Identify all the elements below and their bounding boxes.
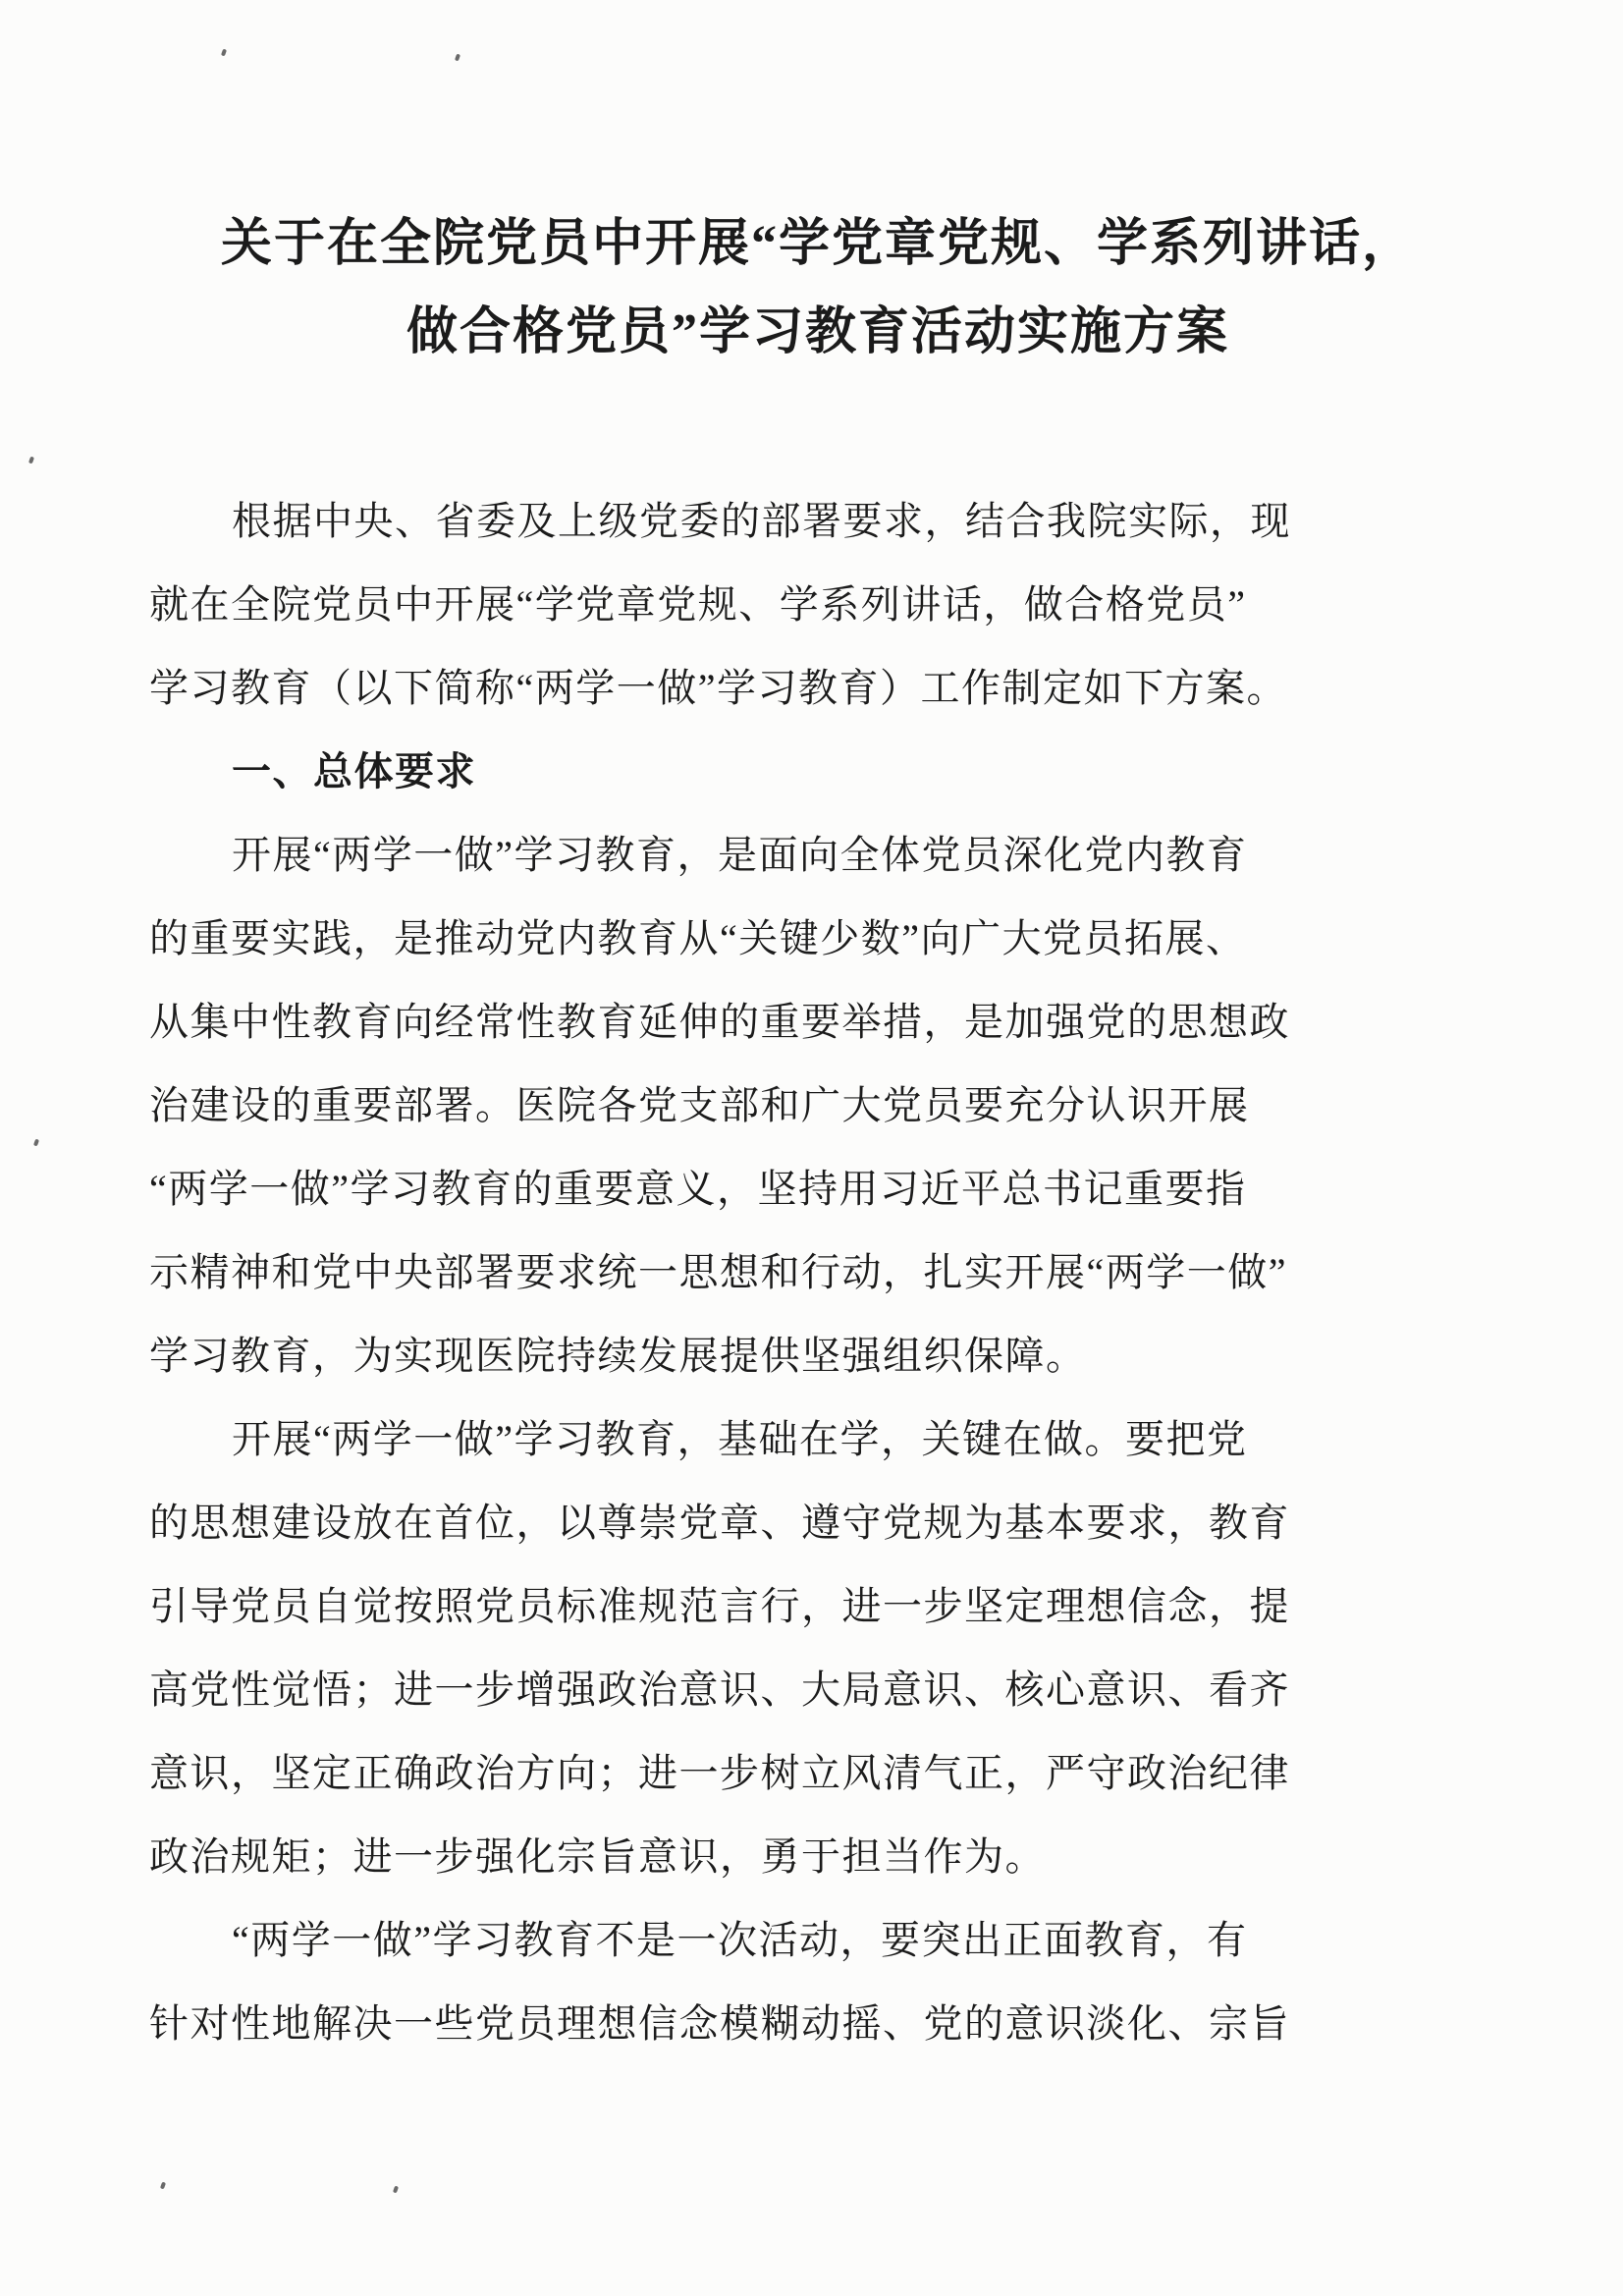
document-title (149, 200, 1487, 377)
paragraph-block (149, 813, 1487, 1397)
text-line: 针对性地解决一些党员理想信念模糊动摇、党的意识淡化、宗旨 (149, 2001, 1290, 2046)
text-line: 的思想建设放在首位，以尊崇党章、遵守党规为基本要求，教育 (149, 1501, 1290, 1545)
text-line: 就在全院党员中开展“学党章党规、学系列讲话，做合格党员” (149, 582, 1247, 627)
text-line: 政治规矩；进一步强化宗旨意识，勇于担当作为。 (149, 1834, 1046, 1879)
text-line: 开展“两学一做”学习教育，基础在学，关键在做。要把党 (232, 1417, 1248, 1461)
text-line: 学习教育，为实现医院持续发展提供坚强组织保障。 (149, 1334, 1087, 1378)
text-line: “两学一做”学习教育不是一次活动，要突出正面教育，有 (232, 1918, 1248, 1962)
text-line: 的重要实践，是推动党内教育从“关键少数”向广大党员拓展、 (149, 916, 1247, 960)
text-line: “两学一做”学习教育的重要意义，坚持用习近平总书记重要指 (149, 1167, 1247, 1211)
text-line: 根据中央、省委及上级党委的部署要求，结合我院实际，现 (232, 499, 1291, 543)
scan-speck (28, 457, 34, 465)
text-line: 高党性觉悟；进一步增强政治意识、大局意识、核心意识、看齐 (149, 1667, 1290, 1712)
text-line: 引导党员自觉按照党员标准规范言行，进一步坚定理想信念，提 (149, 1584, 1290, 1628)
text-line: 开展“两学一做”学习教育，是面向全体党员深化党内教育 (232, 833, 1248, 877)
document-title-line: 做合格党员”学习教育活动实施方案 (406, 304, 1229, 360)
paragraph-block (149, 1898, 1487, 2065)
heading-block (149, 730, 1487, 813)
section-heading: 一、总体要求 (232, 749, 476, 793)
scan-speck (160, 2182, 166, 2190)
text-line: 示精神和党中央部署要求统一思想和行动，扎实开展“两学一做” (149, 1250, 1288, 1294)
text-line: 从集中性教育向经常性教育延伸的重要举措，是加强党的思想政 (149, 1000, 1290, 1044)
text-line: 学习教育（以下简称“两学一做”学习教育）工作制定如下方案。 (149, 666, 1288, 710)
document-body (149, 479, 1487, 2065)
text-line: 意识，坚定正确政治方向；进一步树立风清气正，严守政治纪律 (149, 1751, 1290, 1795)
text-line: 治建设的重要部署。医院各党支部和广大党员要充分认识开展 (149, 1083, 1250, 1127)
paragraph-block (149, 479, 1487, 730)
paragraph-block (149, 1397, 1487, 1898)
document-content (149, 0, 1487, 2065)
document-title-line: 关于在全院党员中开展“学党章党规、学系列讲话， (220, 216, 1415, 272)
scan-speck (33, 1139, 39, 1147)
scan-speck (393, 2186, 399, 2194)
